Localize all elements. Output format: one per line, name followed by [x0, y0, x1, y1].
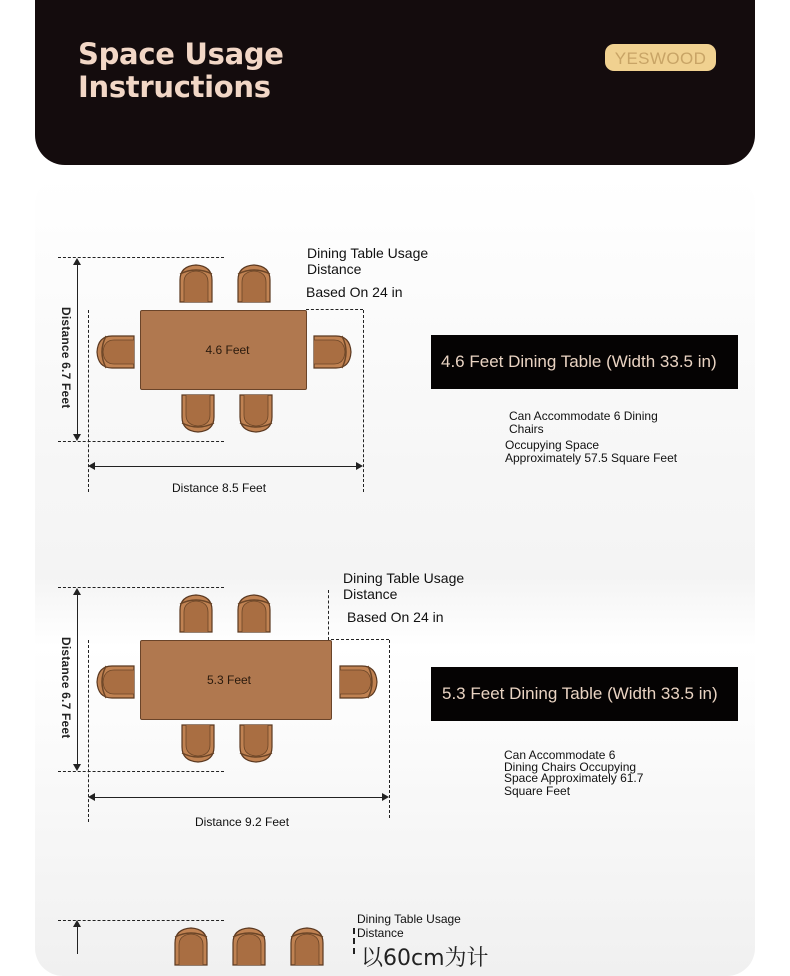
arrow-head	[73, 920, 81, 927]
arrow-head	[356, 462, 363, 470]
dim-line	[58, 920, 224, 921]
dining-chair-icon	[170, 925, 212, 967]
horizontal-arrow	[91, 797, 387, 798]
usage-title-line-2: Distance	[343, 586, 398, 602]
desc-line: Space Approximately 61.7	[504, 771, 644, 785]
table-size-label: 5.3 Feet	[206, 673, 252, 687]
arrow-head	[382, 793, 389, 801]
arrow-head	[88, 793, 95, 801]
desc-line: Can Accommodate 6 Dining	[509, 409, 658, 423]
usage-title-line-1: Dining Table Usage	[343, 570, 465, 586]
desc-line: Dining Chairs Occupying	[504, 760, 637, 774]
desc-line: Chairs	[509, 422, 544, 436]
table-size-banner: 4.6 Feet Dining Table (Width 33.5 in)	[431, 335, 738, 389]
dining-chair-icon	[312, 331, 354, 373]
dim-line	[353, 928, 355, 954]
horizontal-distance-label: Distance 9.2 Feet	[195, 815, 290, 829]
usage-title	[357, 912, 461, 940]
capacity-text	[509, 410, 658, 436]
area-text	[504, 772, 643, 798]
horizontal-distance-label: Distance 8.5 Feet	[172, 481, 267, 495]
vertical-distance-label: Distance 6.7 Feet	[59, 307, 73, 409]
dim-line	[328, 590, 329, 640]
capacity-text	[504, 749, 636, 773]
dining-chair-icon	[177, 393, 219, 435]
horizontal-arrow	[91, 466, 361, 467]
dining-chair-icon	[235, 393, 277, 435]
dining-chair-icon	[233, 262, 275, 304]
dining-chair-icon	[233, 592, 275, 634]
dining-chair-icon	[228, 925, 270, 967]
dining-chair-icon	[286, 925, 328, 967]
page-title	[78, 38, 284, 104]
dining-table	[140, 310, 307, 390]
arrow-head	[73, 434, 81, 441]
dim-line	[58, 257, 224, 258]
usage-title-line-2: Distance	[307, 261, 362, 277]
usage-title-line-1: Dining Table Usage	[357, 912, 461, 926]
usage-title	[343, 570, 464, 602]
desc-line: Approximately 57.5 Square Feet	[505, 451, 678, 465]
dining-chair-icon	[235, 723, 277, 765]
dining-chair-icon	[175, 262, 217, 304]
usage-title	[307, 245, 428, 277]
dim-line	[306, 309, 363, 310]
title-line-2: Instructions	[78, 70, 271, 104]
title-line-1: Space Usage	[78, 37, 284, 71]
area-text	[505, 439, 677, 465]
brand-badge: YESWOOD	[605, 44, 716, 71]
usage-title-line-1: Dining Table Usage	[307, 245, 429, 261]
dining-chair-icon	[177, 723, 219, 765]
header-banner	[35, 0, 755, 165]
dim-line	[58, 587, 224, 588]
arrow-head	[88, 462, 95, 470]
vertical-arrow	[77, 261, 78, 437]
desc-line: Square Feet	[504, 784, 571, 798]
dim-line	[58, 771, 224, 772]
based-on-label: Based On 24 in	[347, 609, 444, 625]
table-size-banner: 5.3 Feet Dining Table (Width 33.5 in)	[431, 667, 738, 721]
arrow-head	[73, 588, 81, 595]
based-on-label: 以60cm为计	[361, 946, 489, 971]
vertical-distance-label: Distance 6.7 Feet	[59, 637, 73, 739]
dim-line	[363, 310, 364, 492]
dining-chair-icon	[94, 331, 136, 373]
usage-title-line-2: Distance	[357, 926, 404, 940]
dining-table	[140, 640, 332, 720]
dining-chair-icon	[94, 661, 136, 703]
desc-line: Can Accommodate 6	[504, 748, 616, 762]
dining-chair-icon	[175, 592, 217, 634]
arrow-head	[73, 764, 81, 771]
desc-line: Occupying Space	[505, 438, 600, 452]
vertical-arrow	[77, 924, 78, 954]
vertical-arrow	[77, 591, 78, 767]
dim-line	[331, 639, 389, 640]
arrow-head	[73, 258, 81, 265]
dim-line	[389, 640, 390, 818]
dining-chair-icon	[338, 661, 380, 703]
dim-line	[58, 441, 224, 442]
table-size-label: 4.6 Feet	[205, 343, 250, 357]
based-on-label: Based On 24 in	[306, 284, 403, 300]
